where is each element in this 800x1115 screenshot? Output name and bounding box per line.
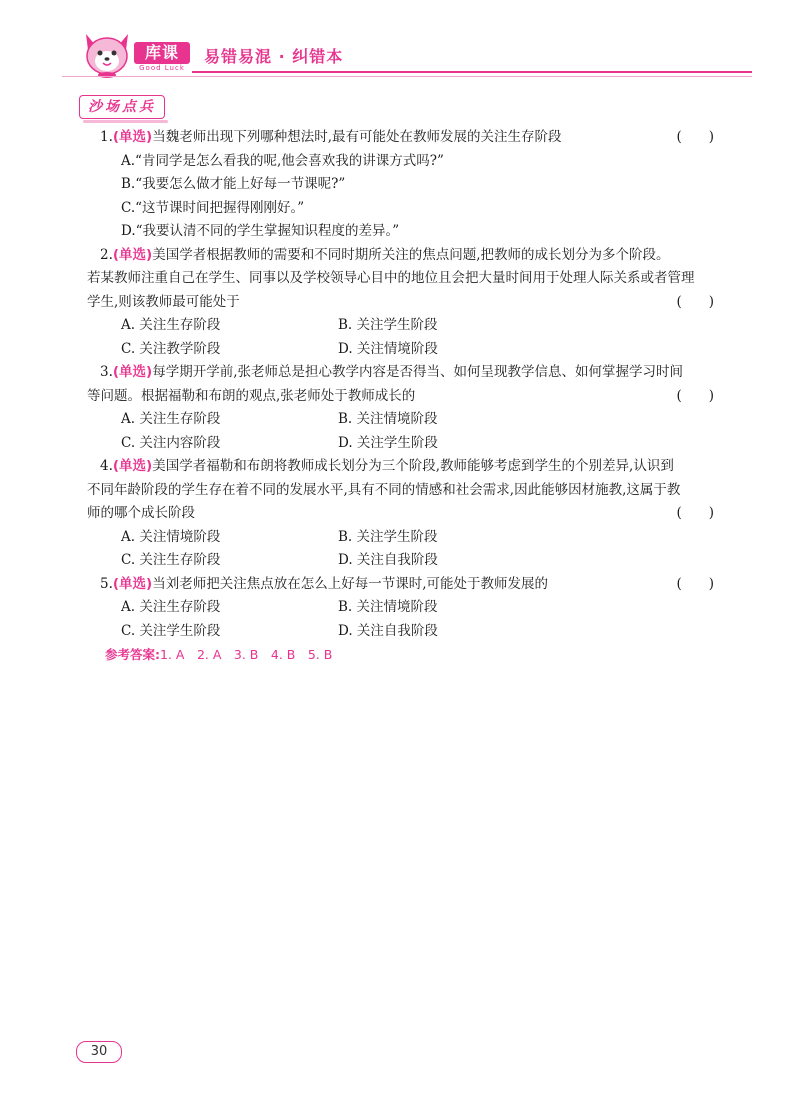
page-number: 30: [76, 1041, 122, 1063]
answer-blank: ( ): [676, 129, 714, 145]
question-line: [87, 479, 722, 503]
option-item: B. 关注学生阶段: [338, 528, 438, 545]
answer-blank: ( ): [676, 387, 714, 404]
header-title: 易错易混 · 纠错本: [204, 47, 344, 66]
answer-blank: ( ): [676, 293, 714, 310]
option-item: D. 关注自我阶段: [338, 552, 438, 568]
header-divider: [192, 71, 752, 73]
question-number: 2.: [100, 246, 113, 263]
option-item: B. 关注情境阶段: [338, 599, 438, 615]
answer-key: [87, 643, 722, 667]
brand-logo: [134, 42, 190, 72]
question-text: 若某教师注重自己在学生、同事以及学校领导心目中的地位且会把大量时间用于处理人际关系或者管理: [87, 270, 695, 286]
question-list: [87, 126, 722, 667]
question-number: 5.: [100, 575, 113, 592]
question-text: 每学期开学前,张老师总是担心教学内容是否得当、如何呈现教学信息、如何掌握学习时间: [152, 364, 684, 380]
option-item: A. 关注生存阶段: [121, 317, 221, 333]
option-row: [87, 408, 722, 432]
mascot-logo-icon: [78, 28, 136, 78]
option-item: C. 关注生存阶段: [121, 552, 221, 568]
question-line: [87, 126, 722, 150]
option-row: [87, 338, 722, 362]
question-type-tag: (单选): [112, 458, 153, 474]
answer-key-label: 参考答案:: [105, 647, 160, 662]
option-row: [87, 549, 722, 573]
section-title: 沙场点兵: [79, 95, 165, 119]
answer-blank: ( ): [676, 505, 714, 521]
option-item: C. 关注教学阶段: [121, 340, 221, 357]
question-text: 美国学者根据教师的需要和不同时期所关注的焦点问题,把教师的成长划分为多个阶段。: [152, 246, 670, 263]
option-item: B. 关注情境阶段: [338, 411, 438, 427]
question-type-tag: (单选): [112, 246, 153, 263]
question-type-tag: (单选): [112, 575, 153, 592]
header-divider-thin: [62, 76, 752, 77]
question-line: [87, 573, 722, 597]
question-number: 1.: [100, 129, 113, 145]
question-line: [87, 455, 722, 479]
brand-name: 库课: [134, 42, 190, 64]
question-number: 4.: [100, 458, 113, 474]
page-header: [62, 28, 762, 78]
option-item: D. 关注自我阶段: [338, 622, 438, 639]
option-row: [87, 526, 722, 550]
option-item: A. 关注生存阶段: [121, 411, 221, 427]
option-row: [87, 314, 722, 338]
option-item: A.“肯同学是怎么看我的呢,他会喜欢我的讲课方式吗?”: [121, 152, 444, 169]
option-item: B. 关注学生阶段: [338, 317, 438, 333]
option-item: B.“我要怎么做才能上好每一节课呢?”: [121, 176, 346, 192]
option-item: A. 关注生存阶段: [121, 599, 221, 615]
question-type-tag: (单选): [112, 364, 153, 380]
option-item: C. 关注内容阶段: [121, 434, 221, 451]
option-row: [87, 432, 722, 456]
option-item: D. 关注情境阶段: [338, 340, 438, 357]
question-text: 师的哪个成长阶段: [87, 505, 195, 521]
option-item: C.“这节课时间把握得刚刚好。”: [121, 199, 305, 216]
question-line: [87, 267, 722, 291]
option-item: A. 关注情境阶段: [121, 528, 221, 545]
option-row: [87, 596, 722, 620]
question-text: 当魏老师出现下列哪种想法时,最有可能处在教师发展的关注生存阶段: [152, 129, 562, 145]
question-text: 当刘老师把关注焦点放在怎么上好每一节课时,可能处于教师发展的: [152, 575, 549, 592]
option-item: D.“我要认清不同的学生掌握知识程度的差异。”: [121, 223, 400, 239]
option-item: D. 关注学生阶段: [338, 434, 438, 451]
question-number: 3.: [100, 364, 113, 380]
question-text: 不同年龄阶段的学生存在着不同的发展水平,具有不同的情感和社会需求,因此能够因材施教,这属于教: [87, 481, 681, 498]
question-text: 等问题。根据福勒和布朗的观点,张老师处于教师成长的: [87, 387, 416, 404]
answer-key-text: 1. A 2. A 3. B 4. B 5. B: [160, 647, 333, 662]
question-line: [87, 291, 722, 315]
brand-subtitle: Good Luck: [139, 64, 185, 72]
answer-blank: ( ): [676, 575, 714, 592]
question-text: 美国学者福勒和布朗将教师成长划分为三个阶段,教师能够考虑到学生的个别差异,认识到: [152, 458, 674, 474]
question-line: [87, 361, 722, 385]
question-line: [87, 385, 722, 409]
question-line: [87, 502, 722, 526]
question-text: 学生,则该教师最可能处于: [87, 293, 240, 310]
question-type-tag: (单选): [112, 129, 153, 145]
option-item: C. 关注学生阶段: [121, 622, 221, 639]
question-line: [87, 244, 722, 268]
option-row: [87, 620, 722, 644]
